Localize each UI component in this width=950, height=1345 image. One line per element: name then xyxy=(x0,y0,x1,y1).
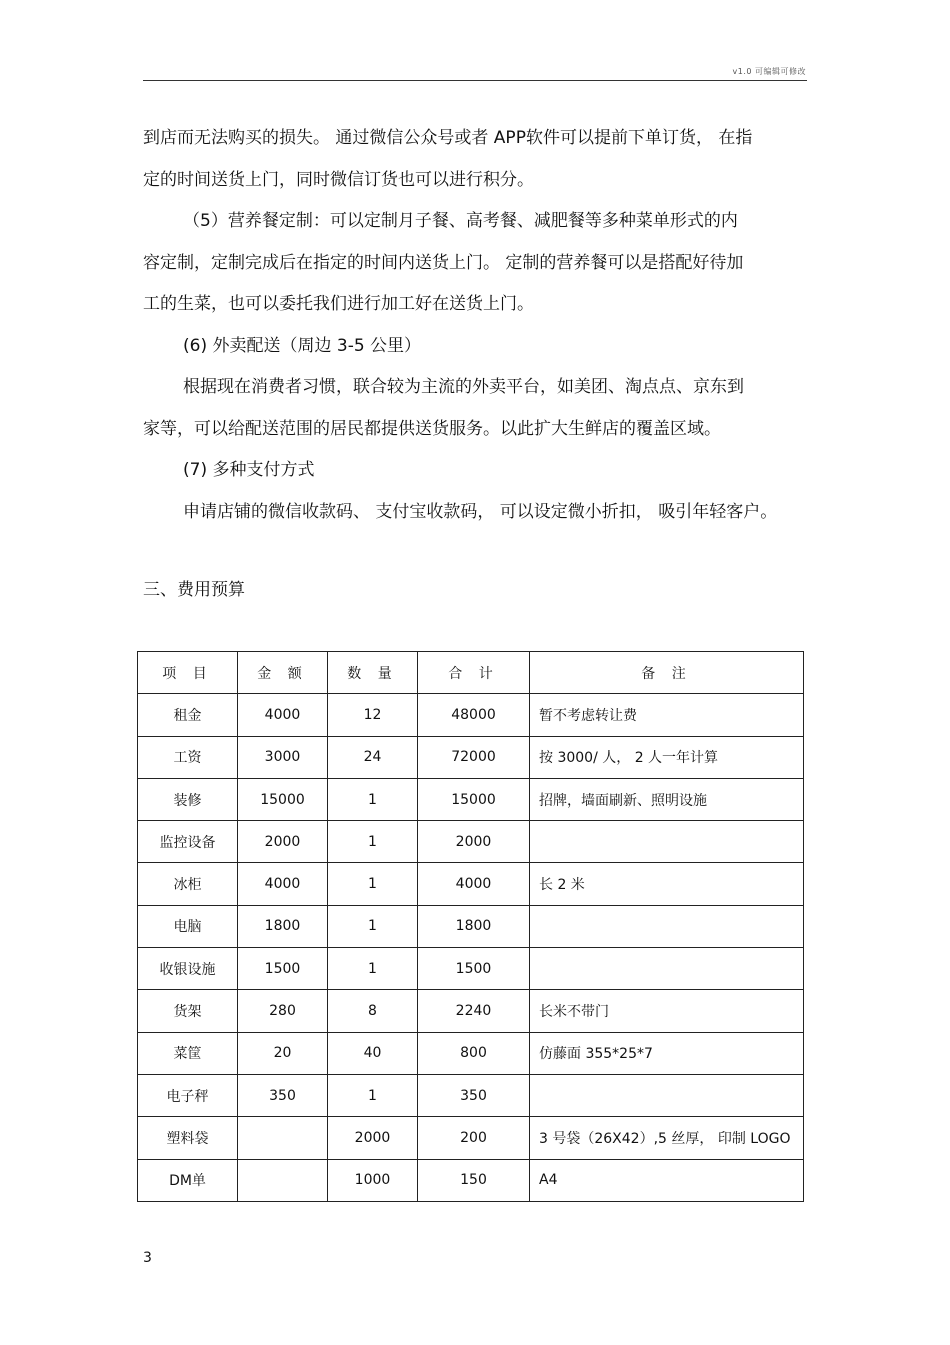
table-cell: 1 xyxy=(328,948,418,990)
table-header-row xyxy=(138,652,804,694)
table-cell: 4000 xyxy=(418,863,530,905)
version-label: v1.0 可编辑可修改 xyxy=(732,67,806,76)
table-cell xyxy=(530,948,804,990)
body-text xyxy=(143,118,807,533)
table-cell: 12 xyxy=(328,694,418,736)
table-cell xyxy=(238,1159,328,1201)
column-header: 数 量 xyxy=(328,652,418,694)
table-cell: 4000 xyxy=(238,863,328,905)
table-row xyxy=(138,863,804,905)
table-cell: 2000 xyxy=(328,1117,418,1159)
table-cell: 收银设施 xyxy=(138,948,238,990)
table-cell: 暂不考虑转让费 xyxy=(530,694,804,736)
table-row xyxy=(138,821,804,863)
table-cell: 2000 xyxy=(238,821,328,863)
table-row xyxy=(138,1032,804,1074)
table-cell: 塑料袋 xyxy=(138,1117,238,1159)
text-line: 定的时间送货上门，同时微信订货也可以进行积分。 xyxy=(143,169,534,190)
table-cell: 1500 xyxy=(238,948,328,990)
table-cell: 350 xyxy=(418,1074,530,1116)
table-cell: 招牌，墙面刷新、照明设施 xyxy=(530,778,804,820)
table-cell: 菜筐 xyxy=(138,1032,238,1074)
text-line: 到店而无法购买的损失。 通过微信公众号或者 APP软件可以提前下单订货， 在指 xyxy=(143,128,753,148)
table-cell xyxy=(238,1117,328,1159)
table-cell: 3000 xyxy=(238,736,328,778)
column-header: 金 额 xyxy=(238,652,328,694)
table-cell: 280 xyxy=(238,990,328,1032)
table-cell: 72000 xyxy=(418,736,530,778)
budget-table xyxy=(137,651,804,1202)
column-header: 备 注 xyxy=(530,652,804,694)
table-cell xyxy=(530,1074,804,1116)
table-cell: 仿藤面 355*25*7 xyxy=(530,1032,804,1074)
table-cell: 150 xyxy=(418,1159,530,1201)
text-line: 申请店铺的微信收款码、 支付宝收款码， 可以设定微小折扣， 吸引年轻客户。 xyxy=(183,501,778,522)
table-cell: 1 xyxy=(328,863,418,905)
table-cell: 长 2 米 xyxy=(530,863,804,905)
table-cell: 40 xyxy=(328,1032,418,1074)
text-line: 工的生菜，也可以委托我们进行加工好在送货上门。 xyxy=(143,294,534,314)
section-title: 三、费用预算 xyxy=(143,580,245,600)
table-cell: 48000 xyxy=(418,694,530,736)
column-header: 项 目 xyxy=(138,652,238,694)
table-row xyxy=(138,948,804,990)
text-line: （5）营养餐定制：可以定制月子餐、高考餐、减肥餐等多种菜单形式的内 xyxy=(183,211,738,231)
table-cell: 装修 xyxy=(138,778,238,820)
table-cell: 2240 xyxy=(418,990,530,1032)
table-cell: 工资 xyxy=(138,736,238,778)
table-cell: 15000 xyxy=(238,778,328,820)
table-row xyxy=(138,905,804,947)
table-cell: DM单 xyxy=(138,1159,238,1201)
text-line: 根据现在消费者习惯，联合较为主流的外卖平台，如美团、淘点点、京东到 xyxy=(183,377,744,397)
table-cell: A4 xyxy=(530,1159,804,1201)
table-cell: 2000 xyxy=(418,821,530,863)
table-cell: 15000 xyxy=(418,778,530,820)
table-cell xyxy=(530,905,804,947)
text-line: (6) 外卖配送（周边 3-5 公里） xyxy=(183,335,422,356)
table-cell: 租金 xyxy=(138,694,238,736)
table-cell: 货架 xyxy=(138,990,238,1032)
table-cell: 8 xyxy=(328,990,418,1032)
table-row xyxy=(138,694,804,736)
table-cell: 800 xyxy=(418,1032,530,1074)
table-cell: 1800 xyxy=(238,905,328,947)
table-cell: 24 xyxy=(328,736,418,778)
table-row xyxy=(138,736,804,778)
table-cell: 1 xyxy=(328,1074,418,1116)
table-cell: 1800 xyxy=(418,905,530,947)
text-line: (7) 多种支付方式 xyxy=(183,460,315,480)
table-cell: 电子秤 xyxy=(138,1074,238,1116)
table-cell: 1000 xyxy=(328,1159,418,1201)
table-cell: 电脑 xyxy=(138,905,238,947)
table-cell: 350 xyxy=(238,1074,328,1116)
table-row xyxy=(138,1159,804,1201)
table-cell: 1 xyxy=(328,821,418,863)
table-cell: 20 xyxy=(238,1032,328,1074)
table-cell: 长米不带门 xyxy=(530,990,804,1032)
table-cell: 冰柜 xyxy=(138,863,238,905)
table-row xyxy=(138,1074,804,1116)
table-cell: 按 3000/ 人， 2 人一年计算 xyxy=(530,736,804,778)
page-number: 3 xyxy=(143,1250,152,1266)
table-cell: 1 xyxy=(328,905,418,947)
table-cell xyxy=(530,821,804,863)
table-row xyxy=(138,778,804,820)
text-line: 容定制，定制完成后在指定的时间内送货上门。 定制的营养餐可以是搭配好待加 xyxy=(143,252,744,273)
table-row xyxy=(138,1117,804,1159)
table-cell: 3 号袋（26X42）,5 丝厚， 印制 LOGO xyxy=(530,1117,804,1159)
text-line: 家等，可以给配送范围的居民都提供送货服务。以此扩大生鲜店的覆盖区域。 xyxy=(143,418,721,439)
table-cell: 监控设备 xyxy=(138,821,238,863)
table-cell: 1 xyxy=(328,778,418,820)
table-cell: 1500 xyxy=(418,948,530,990)
table-cell: 4000 xyxy=(238,694,328,736)
table-row xyxy=(138,990,804,1032)
header-divider xyxy=(143,80,807,81)
column-header: 合 计 xyxy=(418,652,530,694)
table-cell: 200 xyxy=(418,1117,530,1159)
